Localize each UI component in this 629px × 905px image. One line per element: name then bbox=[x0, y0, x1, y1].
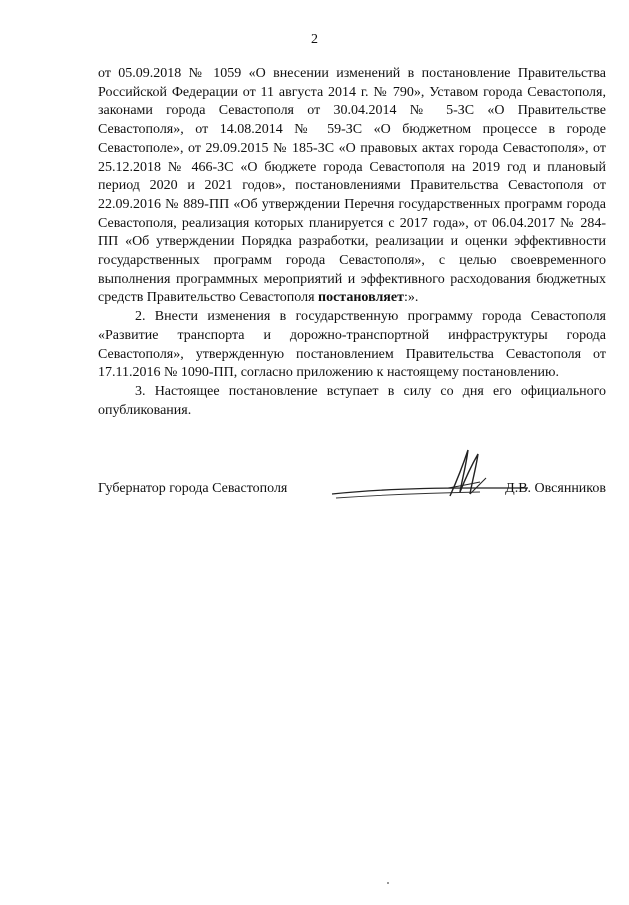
signer-name: Д.В. Овсянников bbox=[505, 481, 606, 496]
resolves-keyword: постановляет bbox=[318, 290, 404, 306]
paragraph-item-3: 3. Настоящее постановление вступает в силу со дня его официального опубликования. bbox=[98, 383, 606, 418]
document-body bbox=[98, 65, 606, 420]
scan-speck bbox=[387, 882, 389, 884]
paragraph-legal-basis bbox=[98, 65, 606, 308]
handwritten-signature-icon bbox=[330, 448, 530, 508]
signer-title: Губернатор города Севастополя bbox=[98, 481, 288, 496]
paragraph-legal-basis-text: от 05.09.2018 № 1059 «О внесении изменений в постановление Правительства Российской Федерации от 11 августа 2014 г. № 790», Уставом города Севастополя, законами города Севастополя от 30.04.2014 № 5-ЗС «О Правительстве Севастополя», от 14.08.2014 № 59-ЗС «О бюджетном процессе в городе Севастополе», от 29.09.2015 № 185-ЗС «О правовых актах города Севастополя», от 25.12.2018 № 466-ЗС «О бюджете города Севастополя на 2019 год и плановый период 2020 и 2021 годов», постановлениями Правительства Севастополя от 22.09.2016 № 889-ПП «Об утверждении Перечня государственных программ города Севастополя, реализация которых планируется с 2017 года», от 06.04.2017 № 284-ПП «Об утверждении Порядка разработки, реализации и оценки эффективности государственных программ города Севастополя», с целью своевременного выполнения программных мероприятий и эффективного расходования бюджетных средств Правительство Севастополя bbox=[98, 66, 606, 306]
paragraph-item-2: 2. Внести изменения в государственную программу города Севастополя «Развитие транспорта и дорожно-транспортной инфраструктуры города Севастополя», утвержденную постановлением Правительства Севастополя от 17.11.2016 № 1090-ПП, согласно приложению к настоящему постановлению. bbox=[98, 309, 606, 381]
page-number: 2 bbox=[311, 32, 318, 47]
paragraph-legal-basis-tail: :». bbox=[403, 290, 419, 306]
signature-block bbox=[98, 476, 606, 516]
